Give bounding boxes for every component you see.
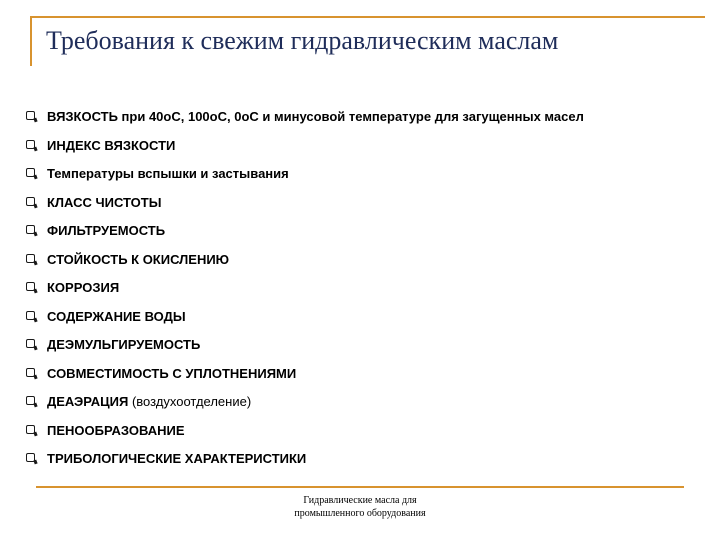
item-label: КЛАСС ЧИСТОТЫ — [47, 194, 162, 210]
item-label: Температуры вспышки и застывания — [47, 166, 289, 181]
item-label: ВЯЗКОСТЬ при 40оС, 100оС, 0оС и минусовой температуре для загущенных масел — [47, 109, 584, 124]
item-text-flash-pour — [47, 165, 289, 183]
square-bullet-icon — [26, 425, 35, 434]
item-label: СТОЙКОСТЬ К ОКИСЛЕНИЮ — [47, 251, 230, 267]
square-bullet-icon — [26, 311, 35, 320]
footer-rule — [36, 486, 684, 488]
item-text-cleanliness — [47, 194, 161, 212]
footer-line-1: Гидравлические масла для — [303, 495, 417, 506]
item-text-tribology — [47, 450, 306, 468]
square-bullet-icon — [26, 282, 35, 291]
item-label: ИНДЕКС ВЯЗКОСТИ — [47, 137, 176, 153]
square-bullet-icon — [26, 339, 35, 348]
item-label: ДЕАЭРАЦИЯ — [47, 394, 129, 409]
item-text-demulsibility — [47, 336, 200, 354]
item-label: ДЕЭМУЛЬГИРУЕМОСТЬ — [47, 337, 201, 352]
square-bullet-icon — [26, 396, 35, 405]
footer-caption — [260, 494, 460, 520]
item-text-seal-compat — [47, 365, 296, 383]
footer-line-2: промышленного оборудования — [294, 508, 426, 519]
square-bullet-icon — [26, 168, 35, 177]
title-left-rule — [30, 16, 32, 66]
item-text-water — [47, 308, 186, 326]
square-bullet-icon — [26, 197, 35, 206]
item-label: ТРИБОЛОГИЧЕСКИЕ ХАРАКТЕРИСТИКИ — [47, 451, 307, 466]
slide-title: Требования к свежим гидравлическим маслам — [46, 26, 559, 55]
item-text-foaming — [47, 422, 185, 440]
item-label: СОДЕРЖАНИЕ ВОДЫ — [47, 308, 186, 324]
item-label: ПЕНООБРАЗОВАНИЕ — [47, 422, 185, 438]
square-bullet-icon — [26, 254, 35, 263]
square-bullet-icon — [26, 140, 35, 149]
title-top-rule — [30, 16, 705, 18]
item-text-viscosity-index — [47, 137, 175, 155]
item-text-oxidation — [47, 251, 229, 269]
square-bullet-icon — [26, 225, 35, 234]
item-label: СОВМЕСТИМОСТЬ С УПЛОТНЕНИЯМИ — [47, 365, 297, 381]
item-label: ФИЛЬТРУЕМОСТЬ — [47, 223, 166, 238]
square-bullet-icon — [26, 111, 35, 120]
item-text-filterability — [47, 222, 165, 240]
item-text-deaeration — [47, 393, 251, 411]
item-text-corrosion — [47, 279, 119, 297]
square-bullet-icon — [26, 368, 35, 377]
item-text-viscosity — [47, 108, 584, 126]
item-note: (воздухоотделение) — [128, 394, 252, 409]
square-bullet-icon — [26, 453, 35, 462]
item-label: КОРРОЗИЯ — [47, 280, 120, 295]
